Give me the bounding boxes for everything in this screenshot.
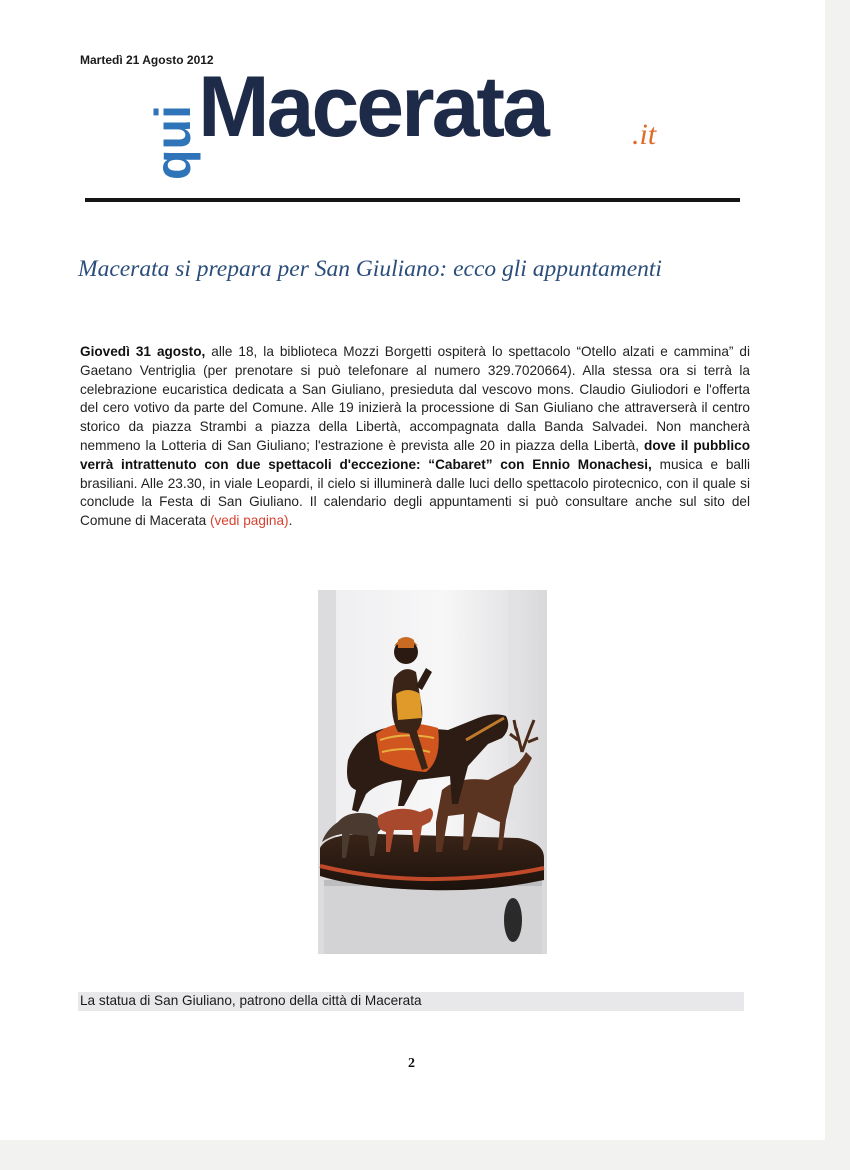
page-number: 2 [408, 1056, 415, 1071]
logo-tld: .it [632, 118, 657, 151]
statue-photo [318, 590, 547, 954]
article-part-2: musica e balli brasiliani. Alle 23.30, in viale Leopardi, il cielo si illuminerà dalle luci dello spettacolo pirotecnico, con il quale si conclude la Festa di San Giuliano. Il calendario degli appuntamenti si può consultare anche sul sito del Comune di Macerata [80, 456, 750, 529]
figure-caption: La statua di San Giuliano, patrono della città di Macerata [80, 993, 422, 1008]
logo-prefix-text: qui [145, 105, 201, 180]
logo-qui-mark [145, 82, 201, 180]
article-mid-bold: dove il pubblico verrà intrattenuto con due spettacoli d'eccezione: “Cabaret” con Ennio Monachesi, [80, 437, 750, 472]
logo-name: Macerata [198, 59, 547, 155]
article-end: . [288, 513, 293, 529]
article-body [80, 343, 750, 531]
article-part-1: alle 18, la biblioteca Mozzi Borgetti ospiterà lo spettacolo “Otello alzati e cammina” di Gaetano Ventriglia (per prenotare si può telefonare al numero 329.7020664). Alla stessa ora si terrà la celebrazione eucaristica dedicata a San Giuliano, presieduta dal vescovo mons. Claudio Giuliodori e l'offerta del cero votivo da parte del Comune. Alle 19 inizierà la processione di San Giuliano che attraverserà il centro storico da piazza Strambi a piazza della Libertà, accompagnata dalla Banda Salvadei. Non mancherà nemmeno la Lotteria di San Giuliano; l'estrazione è prevista alle 20 in piazza della Libertà, [80, 344, 750, 453]
article-title: Macerata si prepara per San Giuliano: ecco gli appuntamenti [78, 256, 662, 282]
publication-date: Martedì 21 Agosto 2012 [80, 53, 214, 67]
vedi-pagina-link[interactable]: (vedi pagina) [209, 513, 289, 529]
header-divider [85, 198, 740, 202]
article-intro-bold: Giovedì 31 agosto, [80, 344, 206, 359]
site-logo[interactable] [145, 59, 690, 182]
